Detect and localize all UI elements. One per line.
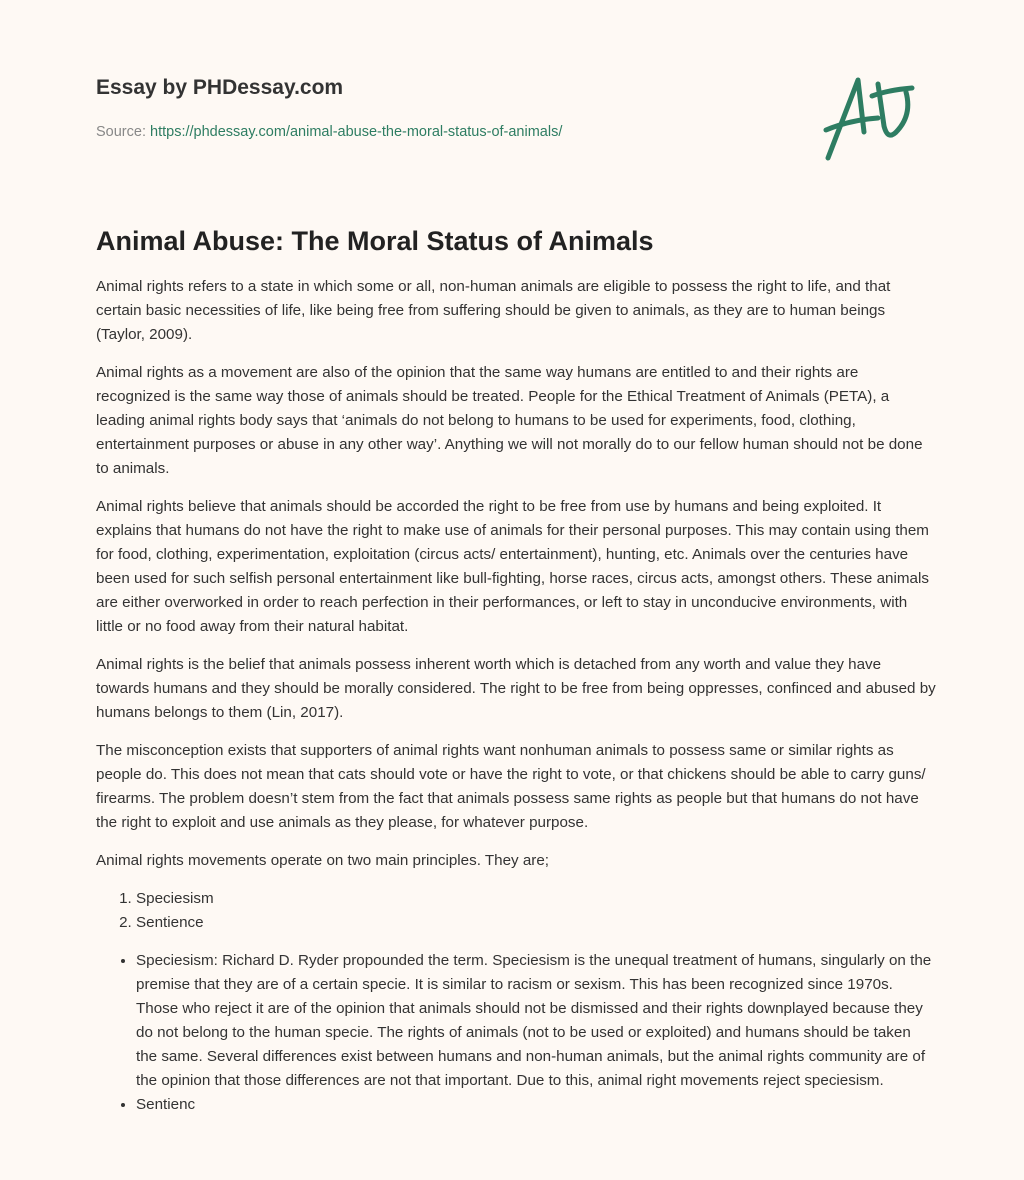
source-label: Source:: [96, 124, 146, 140]
a-plus-logo-icon: [820, 70, 930, 165]
paragraph: Animal rights movements operate on two main principles. They are;: [96, 852, 550, 869]
source-link[interactable]: https://phdessay.com/animal-abuse-the-moral-status-of-animals/: [150, 124, 563, 140]
list-item: 2. Sentience: [136, 911, 936, 935]
header: [96, 76, 562, 140]
list-item: 1. Speciesism: [136, 887, 936, 911]
paragraph: Animal rights as a movement are also of the opinion that the same way humans are entitled to and their rights are recognized is the same way those of animals should be treated. People for the Ethical Treatment of Animals (PETA), a leading animal rights body says that ‘animals do not belong to humans to be used for experiments, food, clothing, entertainment purposes or abuse in any other way’. Anything we will not morally do to our fellow human should not be done to animals.: [96, 364, 923, 477]
paragraph: Animal rights is the belief that animals possess inherent worth which is detached from any worth and value they have towards humans and they should be morally considered. The right to be free from being oppresses, confinced and abused by humans belongs to them (Lin, 2017).: [96, 656, 936, 721]
bullet-item: • Speciesism: Richard D. Ryder propounded the term. Speciesism is the unequal treatment of humans, singularly on the premise that they are of a certain specie. It is similar to racism or sexism. This has been recognized since 1970s. Those who reject it are of the opinion that animals should not be dismissed and their rights downplayed because they do not belong to the human specie. The rights of animals (not to be used or exploited) and humans should be taken the same. Several differences exist between humans and non-human animals, but the animal rights community are of the opinion that those differences are not that important. Due to this, animal right movements reject speciesism.: [136, 949, 936, 1093]
article-title: Animal Abuse: The Moral Status of Animals: [96, 226, 654, 256]
bullet-list: [96, 949, 936, 1117]
paragraph: Animal rights refers to a state in which some or all, non-human animals are eligible to possess the right to life, and that certain basic necessities of life, like being free from suffering should be given to animals, as they are to human beings (Taylor, 2009).: [96, 278, 891, 343]
paragraph: The misconception exists that supporters of animal rights want nonhuman animals to possess same or similar rights as people do. This does not mean that cats should vote or have the right to vote, or that chickens should be able to carry guns/ firearms. The problem doesn’t stem from the fact that animals possess same rights as people but that humans do not have the right to exploit and use animals as they please, for whatever purpose.: [96, 742, 926, 831]
bullet-item: • Sentienc: [136, 1093, 936, 1117]
source-line: [96, 124, 562, 140]
principles-list: [96, 887, 936, 935]
site-title: Essay by PHDessay.com: [96, 76, 344, 99]
article: [96, 226, 936, 1131]
paragraph: Animal rights believe that animals should be accorded the right to be free from use by humans and being exploited. It explains that humans do not have the right to make use of animals for their personal purposes. This may contain using them for food, clothing, experimentation, exploitation (circus acts/ entertainment), hunting, etc. Animals over the centuries have been used for such selfish personal entertainment like bull-fighting, horse races, circus acts, amongst others. These animals are either overworked in order to reach perfection in their performances, or left to stay in unconducive environments, with little or no food away from their natural habitat.: [96, 498, 929, 635]
